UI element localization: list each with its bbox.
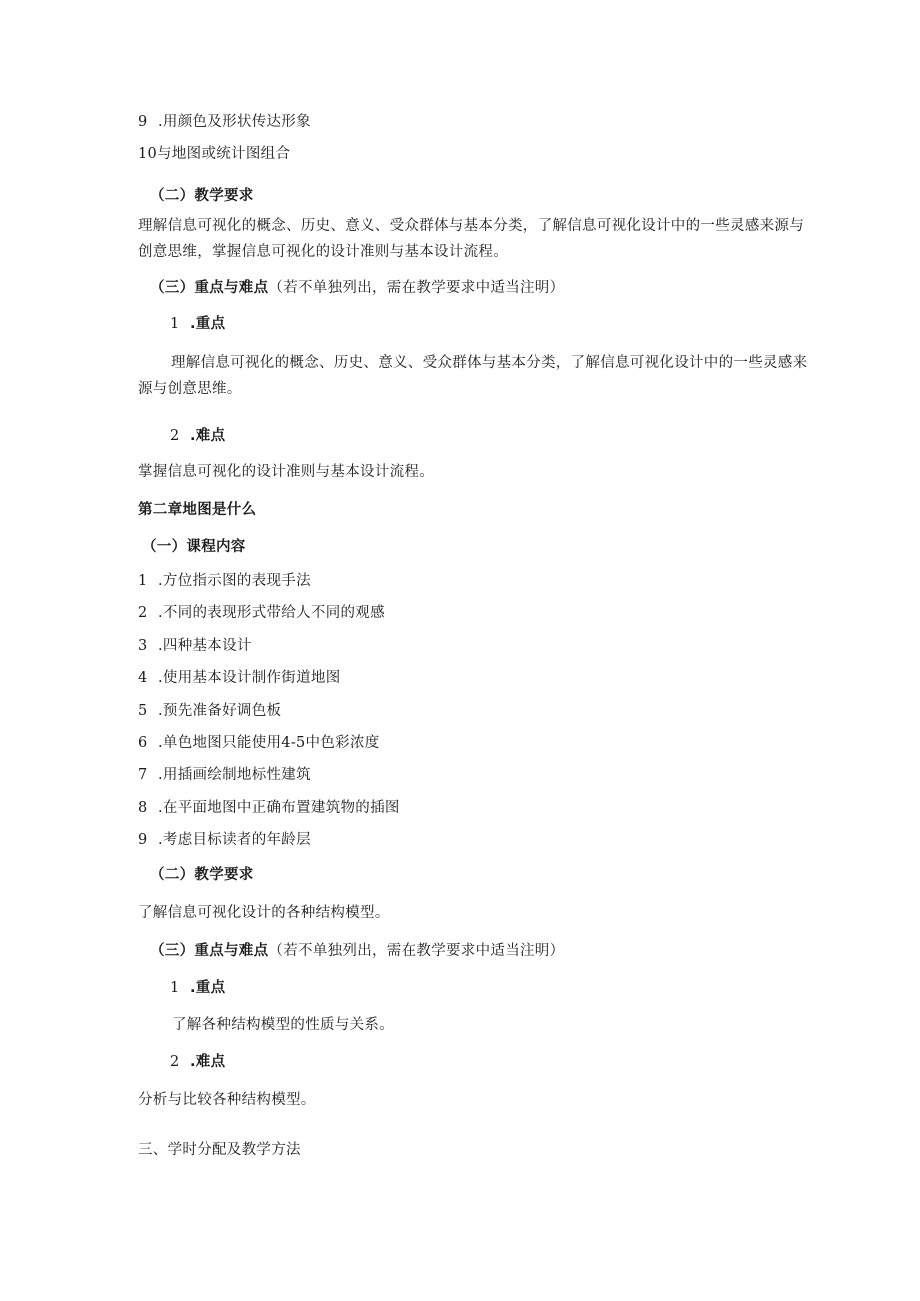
ch2-list-item <box>138 603 385 623</box>
heading-label: .重点 <box>190 980 226 996</box>
heading-label: .重点 <box>190 316 226 332</box>
heading-bold: （三）重点与难点 <box>150 280 269 296</box>
list-number: 9 <box>138 832 148 848</box>
list-number: 9 <box>138 114 148 130</box>
list-text: .用颜色及形状传达形象 <box>158 114 311 130</box>
ch2-difficulty-heading <box>170 1052 225 1072</box>
list-text: .使用基本设计制作街道地图 <box>158 670 341 686</box>
list-number: 3 <box>138 638 148 654</box>
heading-bold: （三）重点与难点 <box>150 943 269 959</box>
ch1-key-difficulty-heading <box>150 278 564 298</box>
ch1-list-item-9 <box>138 112 311 132</box>
ch1-difficulty-text: 掌握信息可视化的设计准则与基本设计流程。 <box>138 464 434 480</box>
ch2-list-item <box>138 668 341 688</box>
ch2-content-heading: （一）课程内容 <box>142 539 246 555</box>
ch2-key-point-text: 了解各种结构模型的性质与关系。 <box>172 1017 394 1033</box>
list-number: 2 <box>170 1054 180 1070</box>
list-text: .四种基本设计 <box>158 638 252 654</box>
ch2-list-item <box>138 798 400 818</box>
ch2-list-item <box>138 636 252 656</box>
ch1-requirements-heading: （二）教学要求 <box>150 188 254 204</box>
list-text: .考虑目标读者的年龄层 <box>158 832 311 848</box>
list-number: 7 <box>138 767 148 783</box>
ch2-list-item <box>138 733 380 753</box>
list-text: 10与地图或统计图组合 <box>138 146 291 162</box>
list-number: 1 <box>138 573 148 589</box>
ch1-key-point-text: 理解信息可视化的概念、历史、意义、受众群体与基本分类，了解信息可视化设计中的一些灵感来源与创意思维。 <box>138 355 808 397</box>
ch2-list-item <box>138 765 311 785</box>
ch1-key-point-heading <box>170 314 225 334</box>
section-3-title: 三、学时分配及教学方法 <box>138 1142 301 1158</box>
ch1-list-item-10 <box>138 144 290 164</box>
list-number: 1 <box>170 980 180 996</box>
ch2-key-difficulty-heading <box>150 941 564 961</box>
list-number: 6 <box>138 735 148 751</box>
ch2-requirements-heading: （二）教学要求 <box>150 867 254 883</box>
ch2-title: 第二章地图是什么 <box>138 502 257 518</box>
list-text: .预先准备好调色板 <box>158 703 282 719</box>
list-text: .在平面地图中正确布置建筑物的插图 <box>158 800 400 816</box>
list-text: .不同的表现形式带给人不同的观感 <box>158 605 385 621</box>
ch2-list-item <box>138 571 311 591</box>
list-text: .用插画绘制地标性建筑 <box>158 767 311 783</box>
ch2-requirements-text: 了解信息可视化设计的各种结构模型。 <box>138 905 390 921</box>
heading-note: （若不单独列出，需在教学要求中适当注明） <box>268 943 565 959</box>
list-number: 2 <box>170 428 180 444</box>
heading-note: （若不单独列出，需在教学要求中适当注明） <box>268 280 565 296</box>
heading-label: .难点 <box>190 1054 226 1070</box>
list-text: .方位指示图的表现手法 <box>158 573 311 589</box>
ch2-list-item <box>138 830 311 850</box>
list-number: 1 <box>170 316 180 332</box>
ch1-requirements-text: 理解信息可视化的概念、历史、意义、受众群体与基本分类，了解信息可视化设计中的一些灵感来源与创意思维，掌握信息可视化的设计准则与基本设计流程。 <box>138 218 804 260</box>
ch2-difficulty-text: 分析与比较各种结构模型。 <box>138 1092 316 1108</box>
heading-label: .难点 <box>190 428 226 444</box>
ch2-key-point-heading <box>170 978 225 998</box>
ch2-list-item <box>138 701 281 721</box>
list-text: .单色地图只能使用4-5中色彩浓度 <box>158 735 380 751</box>
list-number: 5 <box>138 703 148 719</box>
list-number: 2 <box>138 605 148 621</box>
ch1-difficulty-heading <box>170 426 225 446</box>
list-number: 8 <box>138 800 148 816</box>
list-number: 4 <box>138 670 148 686</box>
